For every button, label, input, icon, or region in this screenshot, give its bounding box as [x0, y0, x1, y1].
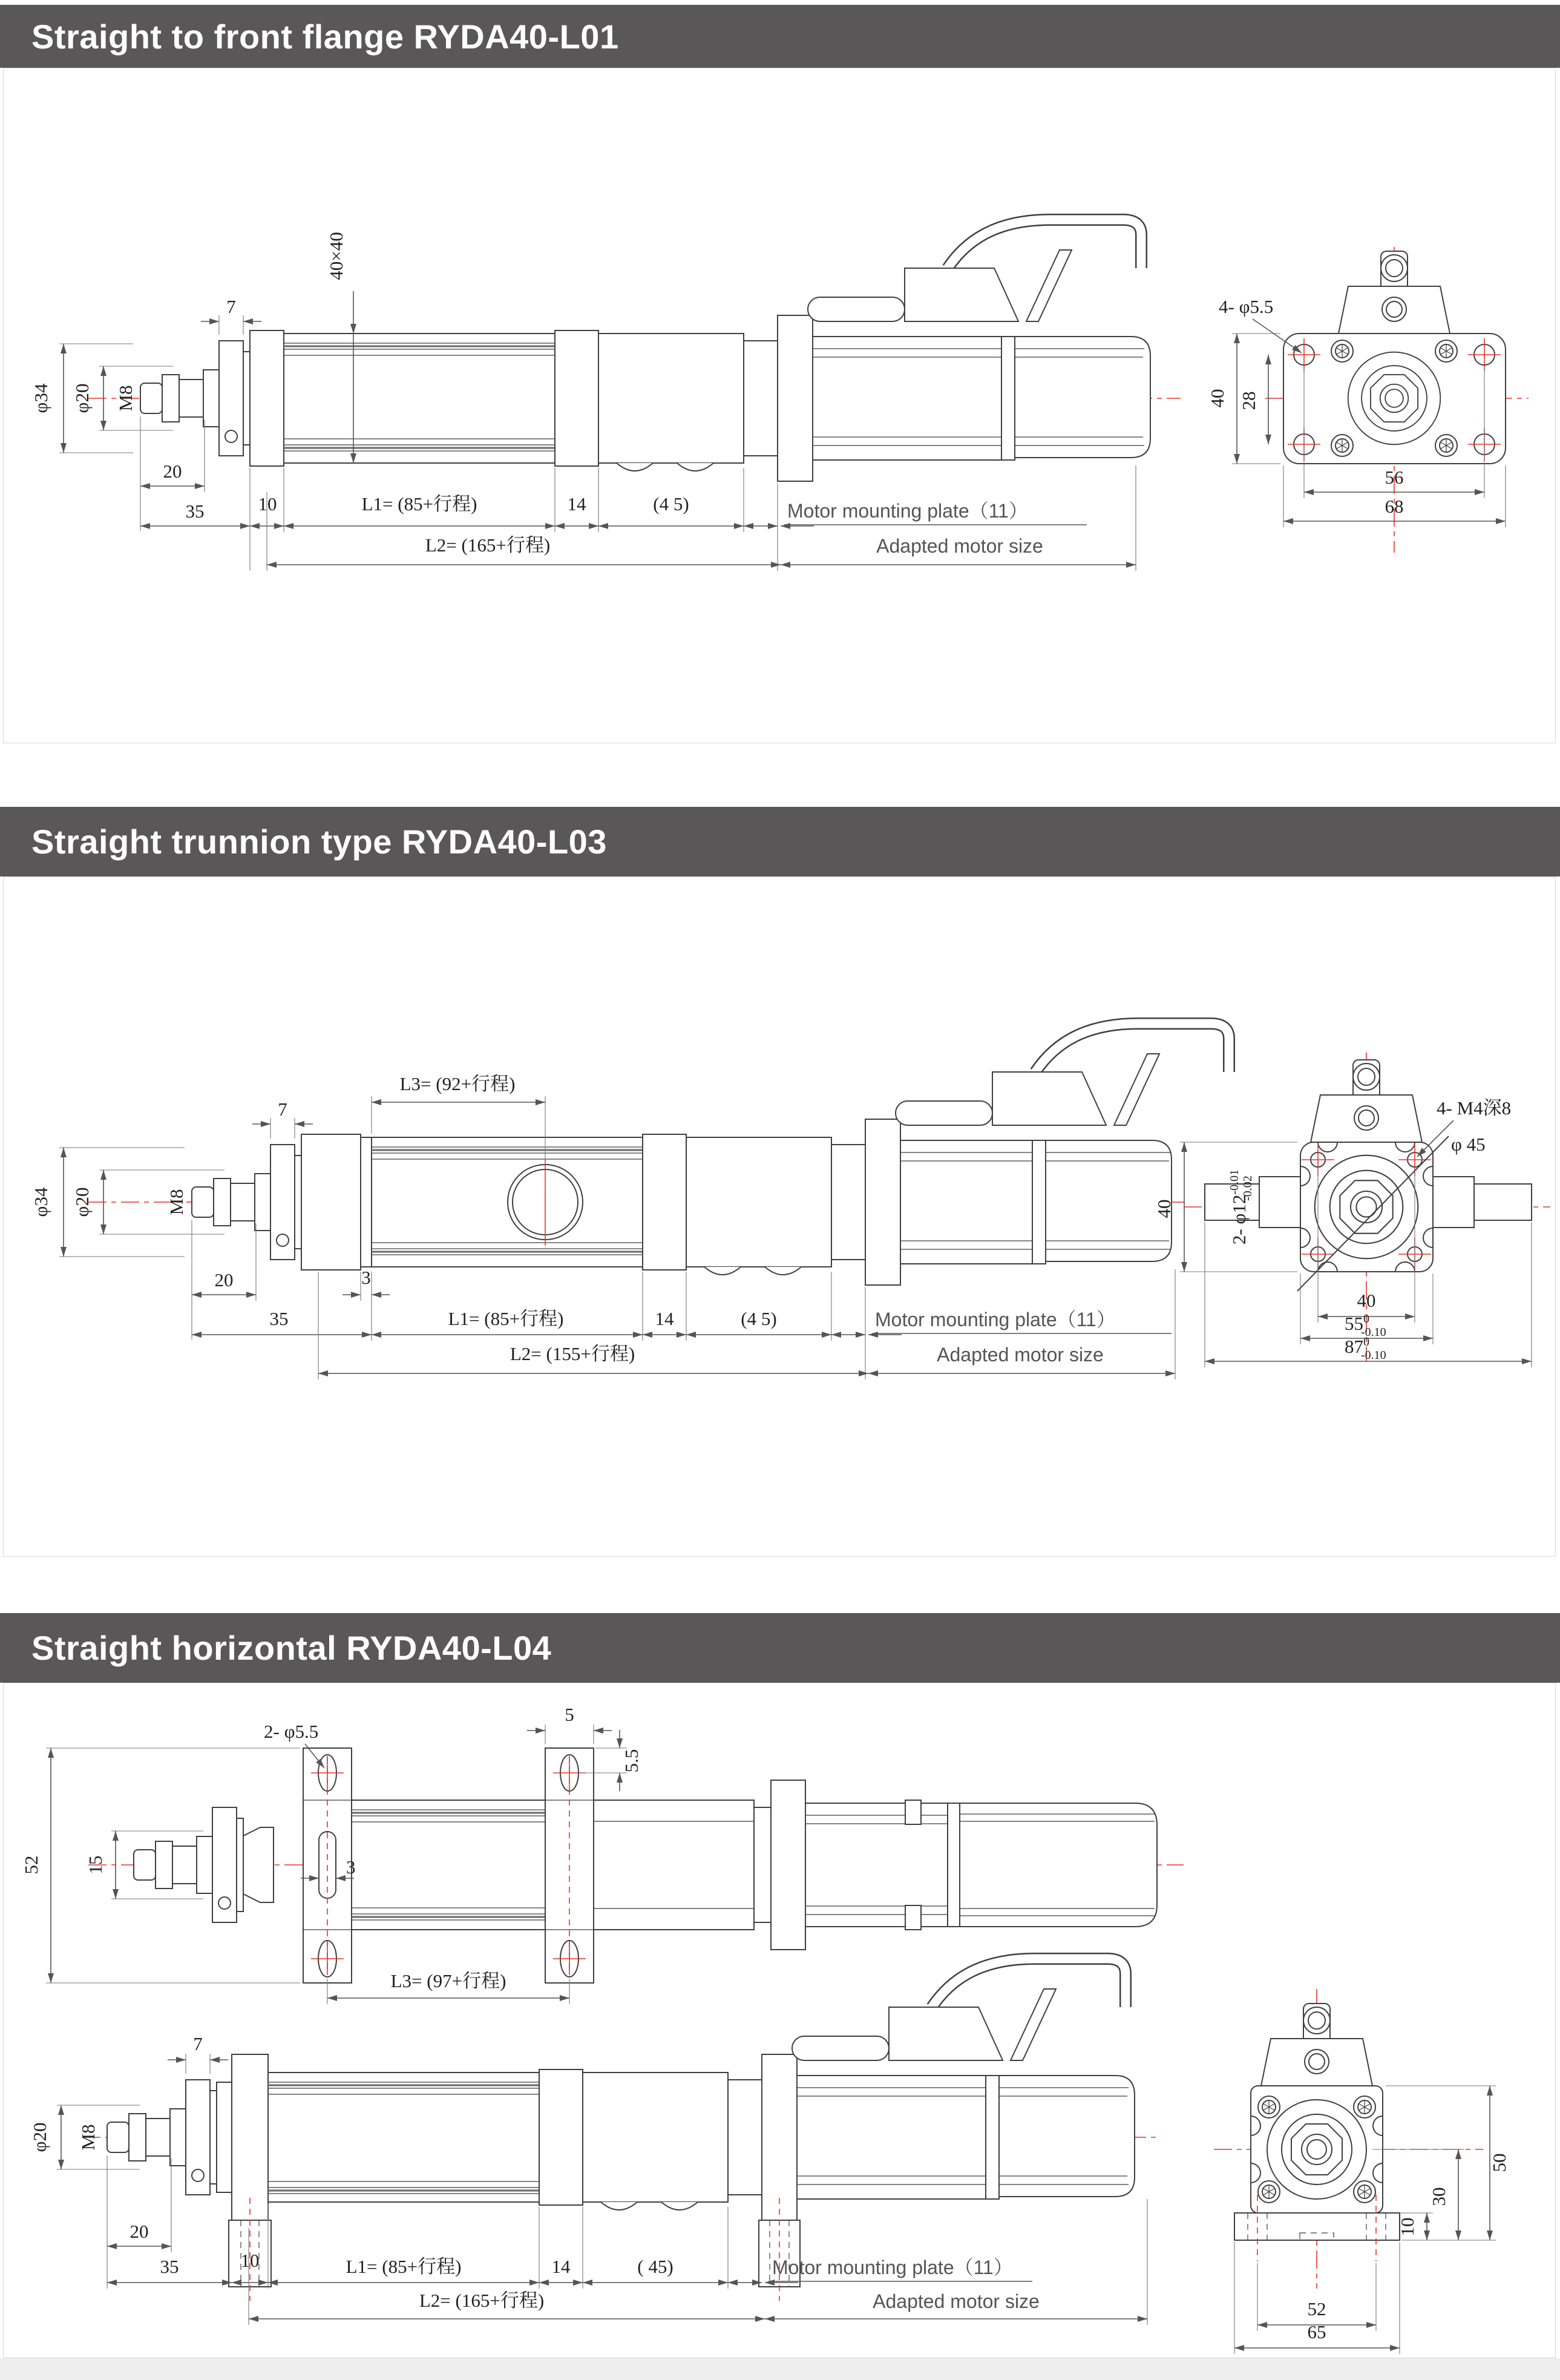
dim-65: 65 — [1307, 2321, 1326, 2342]
dim-5.5: 5.5 — [621, 1749, 642, 1773]
dim-10: 10 — [240, 2250, 260, 2271]
dim-45: (4 5) — [741, 1308, 777, 1329]
drawing-l01 — [4, 68, 1556, 743]
dim-7: 7 — [193, 2033, 203, 2054]
dim-40: 40 — [1207, 389, 1228, 408]
dim-40: 40 — [1357, 1290, 1376, 1311]
top-view-l04 — [134, 1748, 1157, 1983]
dim-20: 20 — [214, 1269, 234, 1290]
dim-15: 15 — [85, 1855, 106, 1875]
label-adapted: Adapted motor size — [873, 2290, 1040, 2312]
dim-55: $55^0$ -0.10 — [1345, 1312, 1386, 1339]
end-view-connector — [1261, 2004, 1372, 2086]
dim-phi20: φ20 — [29, 2122, 50, 2152]
end-view-l04 — [1214, 1989, 1510, 2354]
dim-14: 14 — [655, 1308, 674, 1329]
dim-m8: M8 — [166, 1189, 187, 1215]
motor-cables — [896, 1024, 1229, 1125]
dim-3: 3 — [346, 1856, 356, 1878]
drawing-l04 — [4, 1683, 1556, 2358]
side-view-l03 — [192, 1024, 1229, 1285]
end-view-l03 — [1153, 1053, 1550, 1367]
motor-cables — [792, 1959, 1126, 2060]
section-header-l01 — [0, 5, 1560, 68]
dim-l2: L2= (165+行程) — [419, 2290, 545, 2311]
label-motor-plate: Motor mounting plate（11） — [875, 1309, 1116, 1330]
dim-l2: L2= (155+行程) — [510, 1343, 635, 1364]
dim-2phi12: 2- $\varphi 12^{-0.01}-0.02$ — [1228, 1169, 1254, 1245]
front-plate — [232, 2054, 268, 2220]
motor-body-top — [960, 1803, 1157, 1927]
section-header-l03 — [0, 807, 1560, 876]
dim-4-m4: 4- M4深8 — [1437, 1097, 1512, 1119]
dim-m8: M8 — [77, 2124, 99, 2151]
section-panel-l04 — [3, 1683, 1556, 2358]
end-view-connector — [1339, 251, 1450, 334]
dim-l1: L1= (85+行程) — [448, 1308, 564, 1329]
section-title-l03: Straight trunnion type RYDA40-L03 — [31, 823, 607, 861]
motor-mounting-plate — [762, 2054, 797, 2220]
section-title-l04: Straight horizontal RYDA40-L04 — [31, 1629, 552, 1667]
dim-phi20: φ20 — [71, 383, 93, 413]
side-view-l01 — [140, 220, 1150, 481]
dim-52: 52 — [21, 1855, 42, 1875]
label-motor-plate: Motor mounting plate（11） — [772, 2257, 1013, 2278]
dim-52: 52 — [1307, 2298, 1326, 2319]
dim-20: 20 — [129, 2221, 149, 2242]
dim-40x40: 40×40 — [326, 232, 347, 280]
dim-14: 14 — [551, 2256, 571, 2277]
dim-phi34: φ34 — [30, 383, 51, 413]
dim-7: 7 — [278, 1099, 287, 1120]
dim-5: 5 — [565, 1704, 574, 1725]
motor-mounting-plate — [865, 1119, 900, 1285]
dim-87: $87^0$ -0.10 — [1345, 1335, 1386, 1362]
dim-40v: 40 — [1153, 1199, 1175, 1218]
motor-mounting-plate — [778, 315, 813, 481]
label-motor-plate: Motor mounting plate（11） — [787, 500, 1028, 522]
section-panel-l01 — [3, 68, 1556, 743]
dim-56: 56 — [1385, 467, 1404, 488]
dim-4-phi5.5: 4- φ5.5 — [1219, 296, 1274, 317]
label-adapted: Adapted motor size — [937, 1344, 1104, 1366]
end-view-l01 — [1207, 247, 1529, 553]
motor-body — [1046, 1140, 1172, 1261]
dim-14: 14 — [567, 493, 586, 514]
section-title-l01: Straight to front flange RYDA40-L01 — [31, 17, 619, 56]
section-header-l04 — [0, 1613, 1560, 1683]
dim-l2: L2= (165+行程) — [425, 534, 551, 556]
dim-phi34: φ34 — [30, 1187, 51, 1217]
page-bottom-strip — [0, 2358, 1560, 2380]
side-view-l04 — [107, 1959, 1135, 2301]
section-panel-l03 — [3, 876, 1556, 1557]
dim-l3: L3= (92+行程) — [399, 1073, 516, 1094]
dim-m8: M8 — [115, 385, 136, 412]
dim-phi45: φ 45 — [1451, 1134, 1486, 1155]
motor-body — [1015, 337, 1150, 458]
dim-l1: L1= (85+行程) — [346, 2256, 462, 2277]
dim-50: 50 — [1489, 2153, 1510, 2172]
dim-20: 20 — [163, 461, 182, 482]
dim-10: 10 — [1397, 2217, 1418, 2237]
motor-cables — [808, 220, 1141, 321]
trunnion-flange — [1300, 1142, 1433, 1272]
dim-3: 3 — [361, 1267, 371, 1288]
dim-68: 68 — [1385, 496, 1404, 517]
foot-base — [1234, 2213, 1400, 2240]
dim-l3: L3= (97+行程) — [390, 1970, 506, 1991]
dim-28: 28 — [1238, 391, 1259, 410]
dim-45: ( 45) — [637, 2256, 673, 2277]
dim-30: 30 — [1428, 2187, 1449, 2206]
dim-35: 35 — [160, 2256, 179, 2277]
dim-7: 7 — [226, 296, 236, 317]
dim-35: 35 — [269, 1308, 289, 1329]
label-adapted: Adapted motor size — [876, 535, 1043, 557]
dim-l1: L1= (85+行程) — [361, 493, 477, 514]
dim-45: (4 5) — [653, 493, 689, 514]
motor-body — [999, 2076, 1135, 2197]
dim-35: 35 — [185, 501, 205, 522]
end-view-connector — [1311, 1060, 1422, 1142]
dim-2-phi5.5: 2- φ5.5 — [264, 1721, 319, 1742]
drawing-l03 — [4, 877, 1556, 1556]
dim-phi20: φ20 — [71, 1187, 93, 1217]
dim-10: 10 — [258, 493, 277, 514]
